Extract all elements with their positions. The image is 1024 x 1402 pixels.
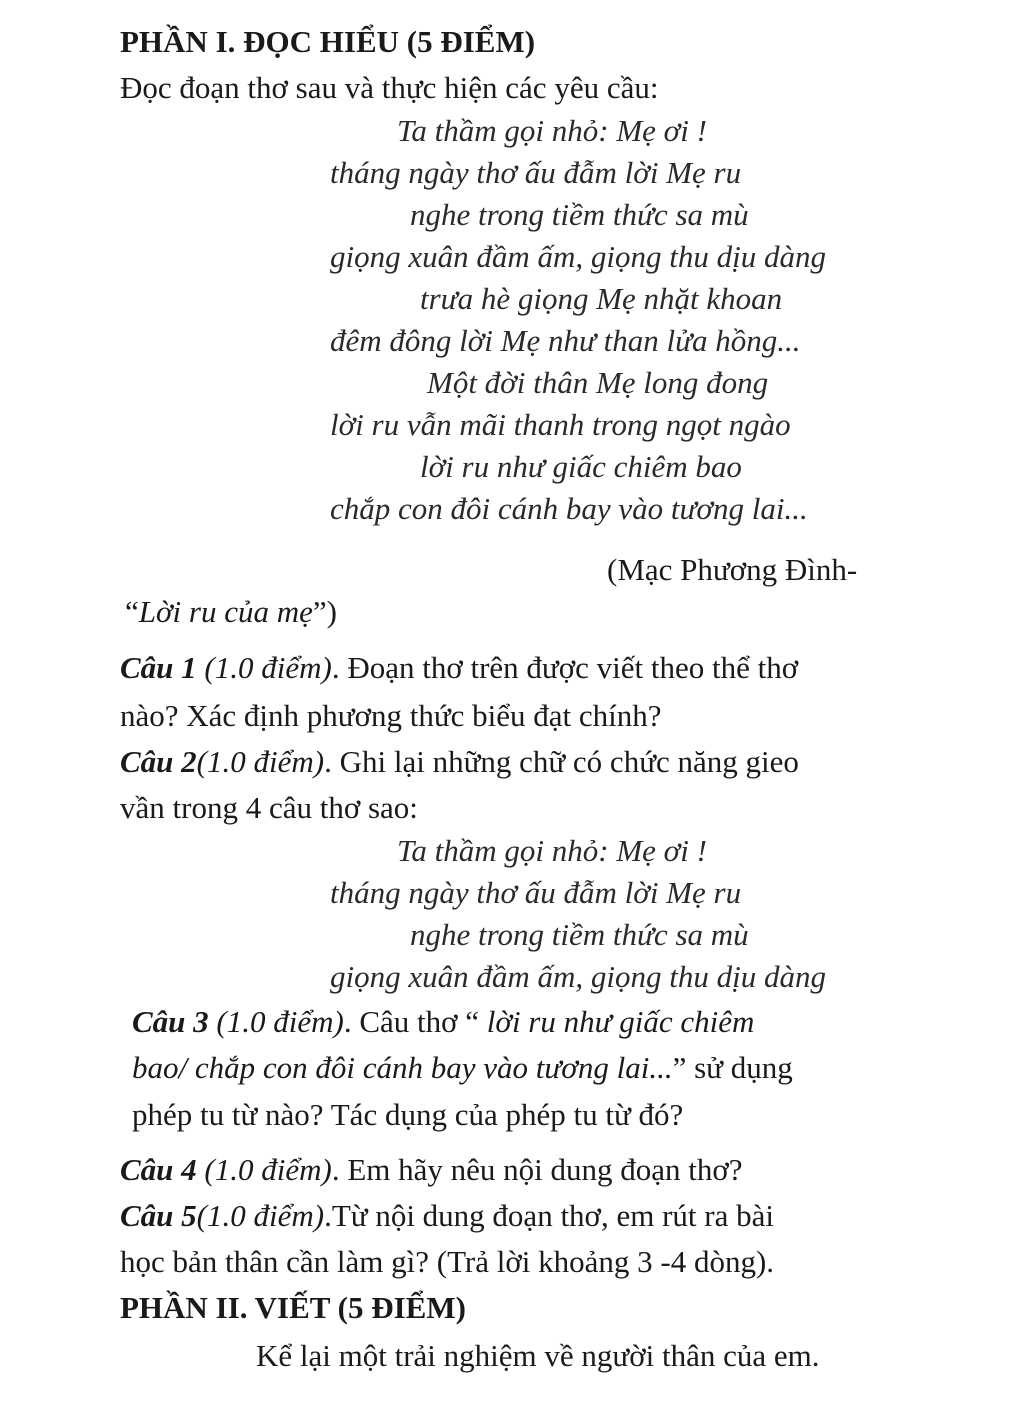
question-3-text: . Câu thơ “ — [343, 1004, 487, 1039]
poem-line: Ta thầm gọi nhỏ: Mẹ ơi ! — [397, 113, 707, 148]
poem-excerpt — [0, 830, 1024, 998]
poem-line: nghe trong tiềm thức sa mù — [410, 197, 749, 232]
part1-heading: PHẦN I. ĐỌC HIỂU (5 ĐIỂM) — [120, 24, 536, 59]
excerpt-line: Ta thầm gọi nhỏ: Mẹ ơi ! — [397, 833, 707, 868]
poem-line: giọng xuân đầm ấm, giọng thu dịu dàng — [330, 239, 826, 274]
poem-line: tháng ngày thơ ấu đẫm lời Mẹ ru — [330, 155, 742, 190]
part1-instruction: Đọc đoạn thơ sau và thực hiện các yêu cầu: — [120, 70, 659, 105]
question-3-line-2 — [132, 1048, 793, 1088]
question-5-points: (1.0 điểm) — [196, 1198, 325, 1233]
question-2-line-1 — [120, 742, 799, 782]
source-title-open-quote: “ — [125, 594, 139, 629]
question-5-line-2: học bản thân cần làm gì? (Trả lời khoảng 3 -4 dòng). — [120, 1244, 775, 1279]
source-title-text: Lời ru của mẹ — [138, 594, 313, 629]
question-1-line-1 — [120, 648, 798, 688]
question-5-line-1 — [120, 1196, 774, 1236]
question-2-points: (1.0 điểm) — [196, 744, 325, 779]
question-3-line-3: phép tu từ nào? Tác dụng của phép tu từ đó? — [132, 1097, 684, 1132]
question-3-line-1 — [132, 1002, 754, 1042]
question-1-label: Câu 1 — [120, 650, 197, 685]
poem — [0, 110, 1024, 530]
excerpt-line: nghe trong tiềm thức sa mù — [410, 917, 749, 952]
question-2-label: Câu 2 — [120, 744, 197, 779]
question-4-line-1 — [120, 1150, 743, 1190]
question-5-text: .Từ nội dung đoạn thơ, em rút ra bài — [324, 1198, 774, 1233]
source-author: (Mạc Phương Đình- — [607, 552, 858, 587]
poem-line: đêm đông lời Mẹ như than lửa hồng... — [330, 323, 801, 358]
part2-prompt: Kể lại một trải nghiệm về người thân của em. — [256, 1338, 820, 1373]
question-3-text-cont: ” sử dụng — [672, 1050, 793, 1085]
excerpt-line: giọng xuân đầm ấm, giọng thu dịu dàng — [330, 959, 826, 994]
question-3-quote-cont: bao/ chắp con đôi cánh bay vào tương lai... — [132, 1050, 673, 1085]
poem-line: Một đời thân Mẹ long đong — [427, 365, 769, 400]
question-5-label: Câu 5 — [120, 1198, 197, 1233]
poem-line: lời ru vẫn mãi thanh trong ngọt ngào — [330, 407, 791, 442]
question-4-label: Câu 4 — [120, 1152, 197, 1187]
question-2-text: . Ghi lại những chữ có chức năng gieo — [324, 744, 799, 779]
question-1-points: (1.0 điểm) — [196, 650, 332, 685]
question-3-quote: lời ru như giấc chiêm — [486, 1004, 755, 1039]
source-title — [125, 592, 337, 632]
excerpt-line: tháng ngày thơ ấu đẫm lời Mẹ ru — [330, 875, 742, 910]
question-3-label: Câu 3 — [132, 1004, 209, 1039]
poem-line: chắp con đôi cánh bay vào tương lai... — [330, 491, 808, 526]
poem-line: trưa hè giọng Mẹ nhặt khoan — [420, 281, 783, 316]
question-2-line-2: vần trong 4 câu thơ sao: — [120, 790, 418, 825]
question-1-line-2: nào? Xác định phương thức biểu đạt chính? — [120, 698, 662, 733]
source-title-close-quote: ”) — [312, 594, 337, 629]
question-4-points: (1.0 điểm) — [196, 1152, 332, 1187]
part2-heading: PHẦN II. VIẾT (5 ĐIỂM) — [120, 1290, 466, 1325]
question-3-points: (1.0 điểm) — [208, 1004, 344, 1039]
question-4-text: . Em hãy nêu nội dung đoạn thơ? — [331, 1152, 743, 1187]
question-1-text: . Đoạn thơ trên được viết theo thể thơ — [331, 650, 799, 685]
poem-line: lời ru như giấc chiêm bao — [420, 449, 742, 484]
